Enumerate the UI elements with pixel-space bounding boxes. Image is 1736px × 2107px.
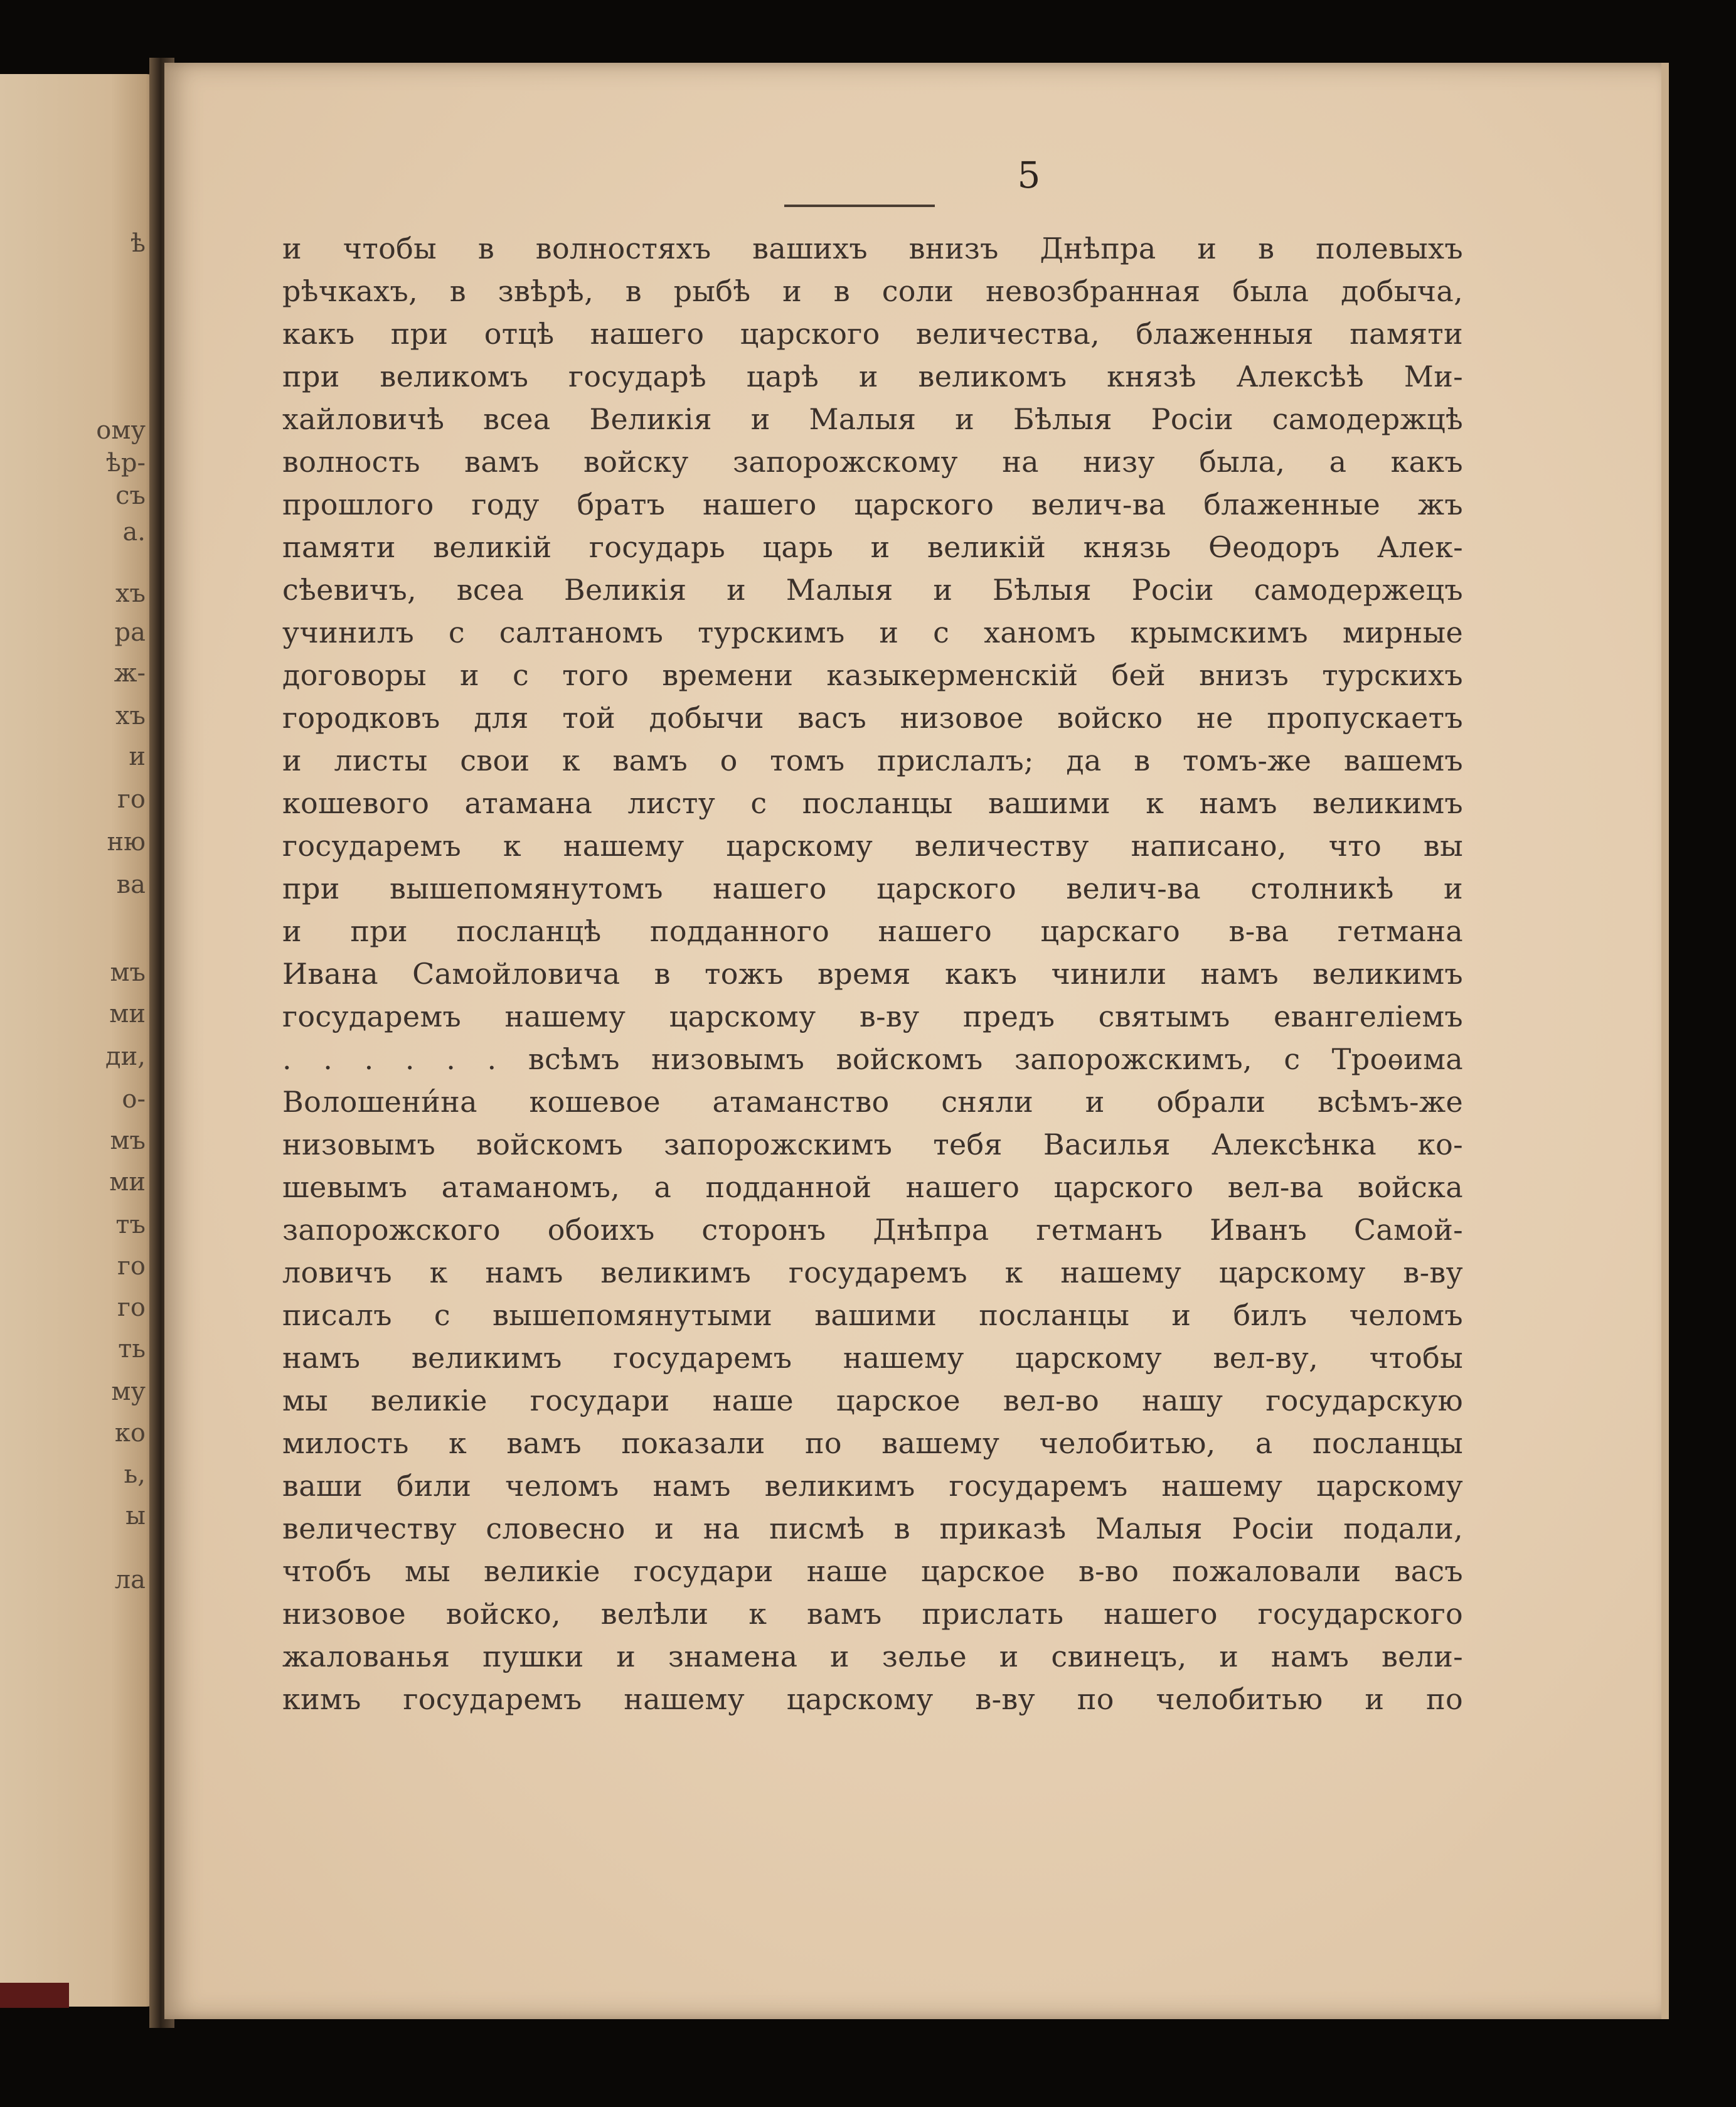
text-line: намъ великимъ государемъ нашему царскому вел-ву, чтобы xyxy=(282,1341,1463,1375)
left-page-fragment: а. xyxy=(122,518,146,547)
left-page-fragment: ому xyxy=(96,416,146,445)
text-line: ваши били челомъ намъ великимъ государемъ нашему царскому xyxy=(282,1469,1463,1503)
left-facing-page xyxy=(0,74,158,2007)
body-text xyxy=(282,227,1463,1720)
text-line: низовое войско, велѣли к вамъ прислать нашего государского xyxy=(282,1597,1463,1631)
left-page-fragment: го xyxy=(117,785,146,814)
text-line: и листы свои к вамъ о томъ прислалъ; да в томъ-же вашемъ xyxy=(282,744,1463,777)
left-page-fragment: мъ xyxy=(110,1126,146,1155)
text-line: рѣчкахъ, в звѣрѣ, в рыбѣ и в соли невозбранная была добыча, xyxy=(282,274,1463,308)
text-line: какъ при отцѣ нашего царского величества, блаженныя памяти xyxy=(282,317,1463,351)
text-line: и при посланцѣ подданного нашего царскаго в-ва гетмана xyxy=(282,914,1463,948)
text-line: кошевого атамана листу с посланцы вашими к намъ великимъ xyxy=(282,786,1463,820)
text-line: учинилъ с салтаномъ турскимъ и с ханомъ крымскимъ мирные xyxy=(282,616,1463,649)
text-line: жалованья пушки и знамена и зелье и свинецъ, и намъ вели- xyxy=(282,1640,1463,1673)
left-page-fragment: ть xyxy=(118,1335,146,1363)
left-page-fragment: хъ xyxy=(115,701,146,730)
text-line: писалъ с вышепомянутыми вашими посланцы и билъ челомъ xyxy=(282,1298,1463,1332)
text-line: мы великіе государи наше царское вел-во нашу государскую xyxy=(282,1384,1463,1417)
text-line: договоры и с того времени казыкерменскій бей внизъ турскихъ xyxy=(282,658,1463,692)
left-page-fragment: ж- xyxy=(114,659,146,688)
left-page-fragment: го xyxy=(117,1293,146,1322)
text-line: хайловичѣ всеа Великія и Малыя и Бѣлыя Росіи самодержцѣ xyxy=(282,402,1463,436)
left-page-fragment: му xyxy=(111,1377,146,1406)
left-page-fragment: ра xyxy=(114,618,146,647)
left-page-fragment: ла xyxy=(114,1566,146,1594)
left-page-fragment: хъ xyxy=(115,579,146,608)
text-line: . . . . . . всѣмъ низовымъ войскомъ запорожскимъ, с Троѳима xyxy=(282,1042,1463,1076)
text-line: запорожского обоихъ сторонъ Днѣпра гетманъ Иванъ Самой- xyxy=(282,1213,1463,1247)
left-page-fragment: ѣ xyxy=(130,229,146,258)
text-line: волность вамъ войску запорожскому на низу была, а какъ xyxy=(282,445,1463,479)
left-page-fragment: ми xyxy=(109,1168,146,1197)
page-number: 5 xyxy=(1017,154,1041,196)
left-page-fragment: го xyxy=(117,1252,146,1281)
text-line: сѣевичъ, всеа Великія и Малыя и Бѣлыя Росіи самодержецъ xyxy=(282,573,1463,607)
left-page-fragment: ь, xyxy=(124,1460,146,1489)
red-binding-edge xyxy=(0,1983,69,2008)
text-line: кимъ государемъ нашему царскому в-ву по челобитью и по xyxy=(282,1682,1463,1716)
left-page-fragment: ы xyxy=(125,1502,146,1530)
left-page-fragment: мъ xyxy=(110,958,146,987)
left-page-fragment: тъ xyxy=(115,1210,146,1239)
text-line: и чтобы в волностяхъ вашихъ внизъ Днѣпра и в полевыхъ xyxy=(282,232,1463,265)
left-page-fragment: ко xyxy=(114,1419,146,1448)
text-line: чтобъ мы великіе государи наше царское в-во пожаловали васъ xyxy=(282,1554,1463,1588)
text-line: при вышепомянутомъ нашего царского велич-ва столникѣ и xyxy=(282,872,1463,905)
text-line: низовымъ войскомъ запорожскимъ тебя Василья Алексѣнка ко- xyxy=(282,1128,1463,1161)
text-line: государемъ нашему царскому в-ву предъ святымъ евангеліемъ xyxy=(282,1000,1463,1033)
page-number-rule xyxy=(784,205,935,207)
left-page-fragment: ню xyxy=(107,828,146,856)
text-line: прошлого году братъ нашего царского велич-ва блаженные жъ xyxy=(282,488,1463,521)
text-line: ловичъ к намъ великимъ государемъ к нашему царскому в-ву xyxy=(282,1256,1463,1289)
text-line: величеству словесно и на писмѣ в приказѣ Малыя Росіи подали, xyxy=(282,1512,1463,1545)
text-line: Волошени́на кошевое атаманство сняли и обрали всѣмъ-же xyxy=(282,1085,1463,1119)
text-line: шевымъ атаманомъ, а подданной нашего царского вел-ва войска xyxy=(282,1170,1463,1204)
text-line: Ивана Самойловича в тожъ время какъ чинили намъ великимъ xyxy=(282,957,1463,991)
left-page-fragment: съ xyxy=(115,481,146,510)
text-line: государемъ к нашему царскому величеству написано, что вы xyxy=(282,829,1463,863)
left-page-fragment: ѣр- xyxy=(105,449,146,477)
left-page-fragment: и xyxy=(129,742,146,771)
text-line: при великомъ государѣ царѣ и великомъ князѣ Алексѣѣ Ми- xyxy=(282,360,1463,393)
left-page-fragment: ва xyxy=(116,870,146,899)
left-page-fragment: о- xyxy=(122,1085,146,1114)
left-page-fragment: ди, xyxy=(105,1042,146,1071)
left-page-fragment: ми xyxy=(109,1000,146,1028)
text-line: городковъ для той добычи васъ низовое войско не пропускаетъ xyxy=(282,701,1463,735)
page-edge xyxy=(1661,63,1669,2019)
book-page xyxy=(164,63,1669,2019)
text-line: милость к вамъ показали по вашему челобитью, а посланцы xyxy=(282,1426,1463,1460)
text-line: памяти великій государь царь и великій князь Ѳеодоръ Алек- xyxy=(282,530,1463,564)
